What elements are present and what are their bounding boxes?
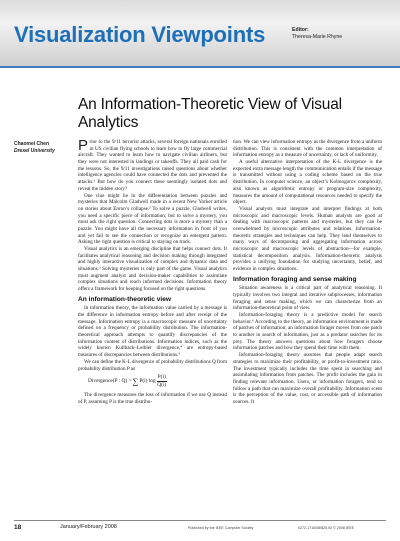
paragraph: Visual analytics is an emerging discipline that helps connect dots. It facilitates analytical reasoning and decision making through integrated and highly interactive visualization of complex and dynamic data and situations.³ Solving mysteries is only part of the game. Visual analytics must augment analyst and decision-maker capabilities to assimilate complex situations and reach informed decisions. Information theory offers a framework for keeping focused on the right questions. xyxy=(78,246,227,293)
paragraph: Situation awareness is a critical part of analytical reasoning. It typically involves two integral and iterative subprocesses, information foraging and sense making, which we can characterize from an information-theoretical point of view. xyxy=(233,285,382,312)
author-byline xyxy=(14,141,55,154)
paragraph: Information-foraging theory is a predictive model for search behavior.⁶ According to the theory, an information environment is made of patches of information; an information forager moves from one patch to another in search of information, just as a predator searches for its prey. The theory answers questions about how foragers choose information patches and how they spend their time with them. xyxy=(233,312,382,352)
editor-name: Theresa-Marie Rhyne xyxy=(292,34,343,40)
paragraph: One clue might lie in the differentiation between puzzles and mysteries that Malcolm Gladwell made in a recent New Yorker article on stories about Enron’s collapse.² To solve a puzzle, Gladwell writes, you need a specific piece of information; but to solve a mystery, you must ask the right question. Connecting dots is more a mystery than a puzzle. You might have all the necessary information in front of you and yet fail to see the connection or recognize an emergent pattern. Asking the right question is critical to staying on track. xyxy=(78,192,227,246)
fraction-denominator: Q(i) xyxy=(157,382,167,389)
publisher-line: Published by the IEEE Computer Society xyxy=(188,526,254,530)
paragraph: Prior to the 9/11 terrorist attacks, several foreign nationals enrolled in US civilian flying schools to learn how to fly large commercial aircraft. They wanted to learn how to navigate civilian airliners, but they were not interested in landings or takeoffs. They all paid cash for the lessons. So, the 9/11 investigations raised questions about whether intelligence agencies could have connected the dots and prevented the attacks.¹ But how do you connect these seemingly isolated dots and reveal the hidden story? xyxy=(78,137,227,192)
editor-label: Editor: xyxy=(292,27,309,33)
paragraph: In information theory, the information value carried by a message is the difference in information entropy before and after receipt of the message. Information entropy is a macroscopic measure of uncertainty defined on a frequency or probability distribution. The information-theoretical approach attempts to quantify discrepancies of the information content of distributions. Information indices, such as the widely known Kullback–Leibler divergence,⁴ are entropy-based measures of discrepancies between distributions.⁵ xyxy=(78,305,227,359)
equation-fraction xyxy=(157,374,167,389)
paragraph: A useful alternative interpretation of the K-L divergence is the expected extra message length the communication entails if the message is transmitted without using a coding scheme based on the true distribution. In computer science, an object’s Kolmogorov complexity, also known as algorithmic entropy or program-size complexity, measures the amount of computational resources needed to specify the object. xyxy=(233,159,382,206)
summation-symbol: ∑ xyxy=(132,377,139,387)
fraction-numerator: P(i) xyxy=(157,374,166,381)
footer-divider xyxy=(14,520,386,521)
editor-credit xyxy=(292,27,342,41)
article-title: An Information-Theoretic View of Visual Analytics xyxy=(78,96,342,131)
page-number: 18 xyxy=(14,524,22,531)
author-name: Chaomei Chen xyxy=(14,141,50,147)
paragraph: The divergence measures the loss of information if we use Q instead of P, assuming P is the true distribu- xyxy=(78,392,227,405)
department-banner xyxy=(0,0,400,66)
department-title: Visualization Viewpoints xyxy=(14,22,266,47)
paragraph: We can define the K-L divergence of probability distributions Q from probability distribution P as xyxy=(78,358,227,372)
banner-divider xyxy=(0,66,400,68)
drop-cap: P xyxy=(78,137,89,154)
author-affiliation: Drexel University xyxy=(14,147,55,154)
body-column-right xyxy=(233,139,382,406)
section-heading: An information-theoretic view xyxy=(78,296,172,304)
equation-lhs: Divergence xyxy=(88,378,113,385)
equation-term: P(i) log xyxy=(139,378,156,385)
equation-args: (P : Q) = xyxy=(112,378,132,385)
copyright-code: 0272-1716/08/$25.00 © 2008 IEEE xyxy=(298,526,354,530)
issue-date: January/February 2008 xyxy=(60,524,117,530)
paragraph: Information-foraging theory assumes that people adapt search strategies to maximize their profitability, or profit-to-investment ratio. The investment typically includes the time spent in searching and assimilating information from patches. The profit includes the gain in finding relevant information. Users, or information foragers, tend to follow a path that can maximize overall profitability. Information scent is the perception of the value, cost, or accessible path of information sources. It xyxy=(233,352,382,405)
kl-divergence-equation xyxy=(88,374,227,389)
paragraph: Visual analysts must integrate and interpret findings at both microscopic and macroscopic levels. Human analysts are good at dealing with macroscopic patterns and mysteries, but they can be overwhelmed by microscopic attributes and relations. Information-theoretic strategies and techniques can help. They lend themselves to many ways of decomposing and aggregating information across microscopic and macroscopic levels of abstraction—for example, statistical decomposition analysis. Information-theoretic analysis provides a unifying foundation for studying uncertainty, belief, and evidence in complex situations. xyxy=(233,205,382,273)
paragraph: tion. We can view information entropy as the divergence from a uniform distribution. This is consistent with the common interpretation of information entropy as a measure of uncertainty, or lack of uniformity. xyxy=(233,139,382,159)
body-column-left xyxy=(78,139,227,406)
section-heading: Information foraging and sense making xyxy=(233,276,357,284)
